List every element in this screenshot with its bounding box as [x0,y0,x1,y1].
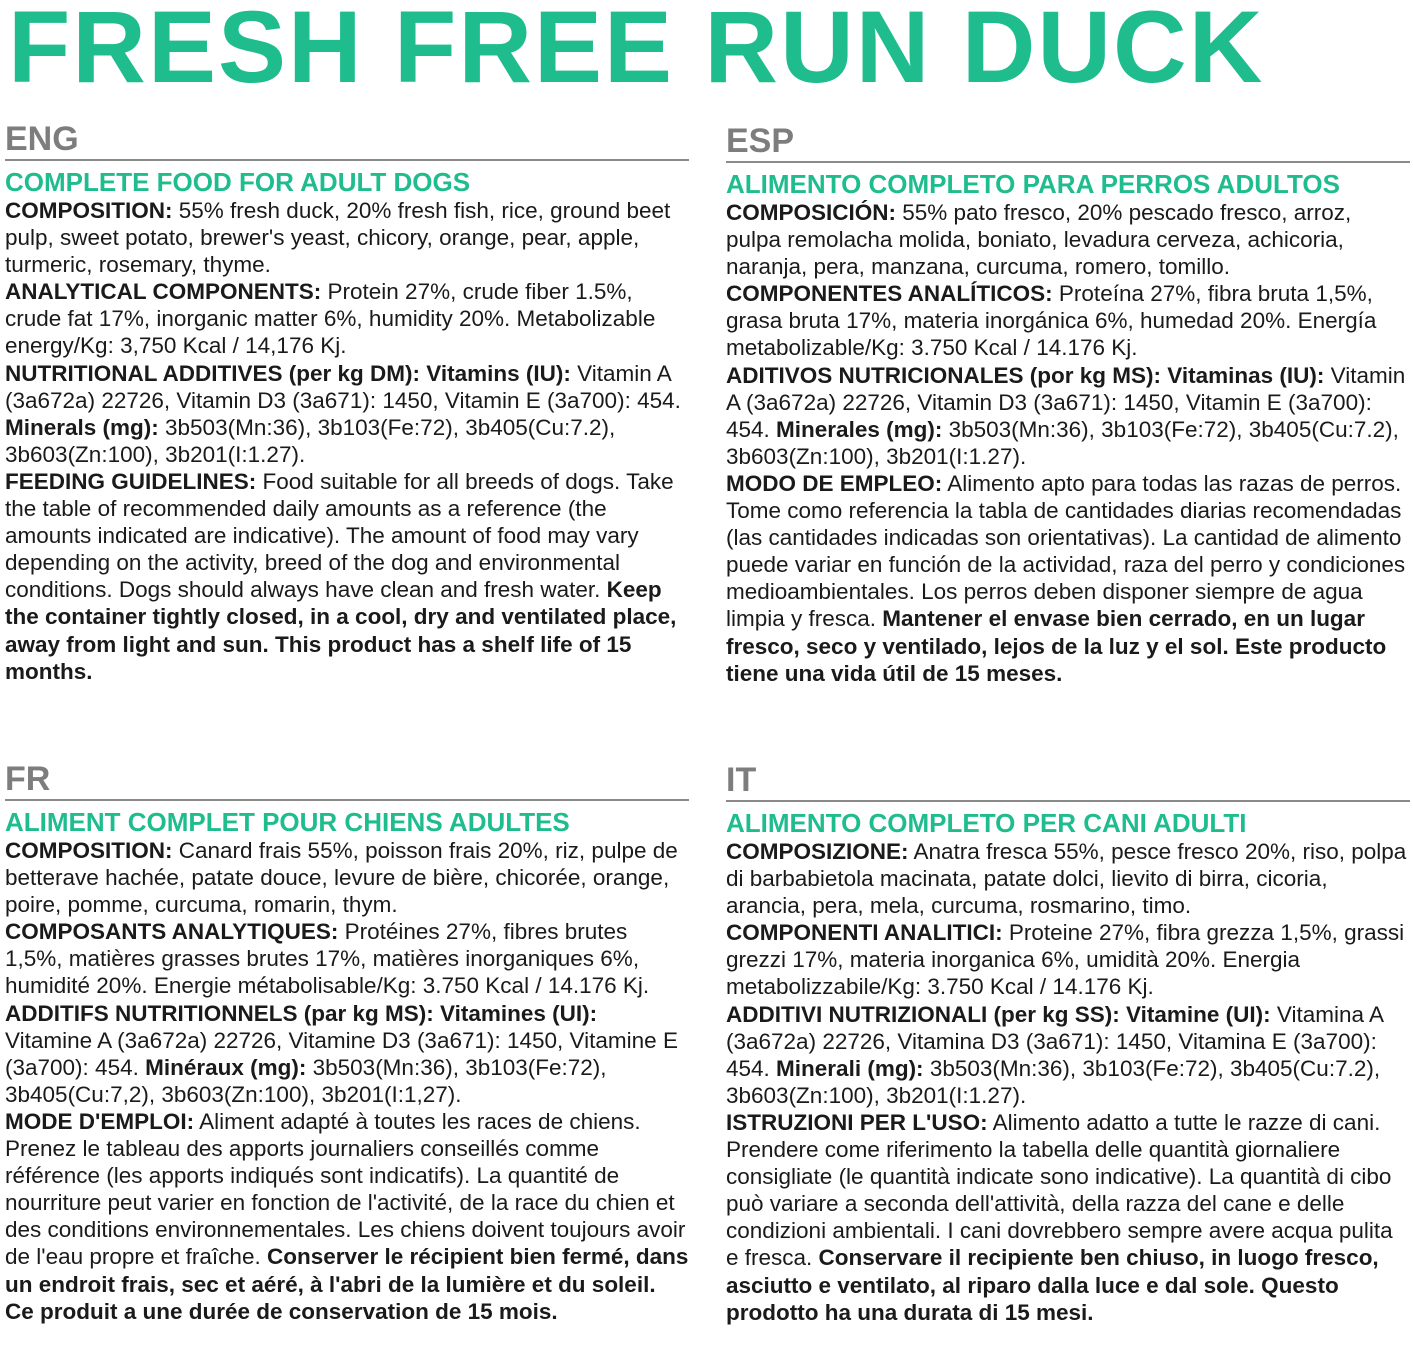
guidelines-label: ISTRUZIONI PER L'USO: [726,1109,988,1135]
analytical-label: COMPONENTI ANALITICI: [726,920,1003,946]
guidelines-label: FEEDING GUIDELINES: [5,468,257,494]
label-text [5,197,689,685]
vitamins-text: Vitamin A (3a672a) 22726, Vitamin D3 (3a671): 1450, Vitamin E (3a700): 454. [5,360,681,413]
label-text [726,838,1410,1326]
additives-paragraph [726,1001,1410,1109]
guidelines-label: MODO DE EMPLEO: [726,470,943,496]
analytical-label: ANALYTICAL COMPONENTS: [5,279,322,305]
minerals-text: 3b503(Mn:36), 3b103(Fe:72), 3b405(Cu:7.2), 3b603(Zn:100), 3b201(I:1.27). [5,414,616,467]
vitamins-text: Vitamina A (3a672a) 22726, Vitamina D3 (3a671): 1450, Vitamina E (3a700): 454. [726,1001,1383,1081]
composition-label: COMPOSITION: [5,838,173,863]
vitamins-text: Vitamin A (3a672a) 22726, Vitamin D3 (3a671): 1450, Vitamin E (3a700): 454. [726,362,1406,442]
language-label: FR [5,759,689,801]
guidelines-text: Alimento apto para todas las razas de perros. Tome como referencia la tabla de cantidades diarias recomendadas (las cantidades indicadas son orientativas). La cantidad de alimento puede variar en función de la actividad, raza del perro y condiciones medioambientales. Los perros deben disponer siempre de agua limpia y fresca. [726,470,1406,632]
composition-text: Canard frais 55%, poisson frais 20%, riz, pulpe de betterave hachée, patate douce, levure de bière, chicorée, orange, poire, pomme, curcuma, romarin, thym. [5,838,678,918]
analytical-paragraph [726,280,1410,361]
language-label: ENG [5,119,689,161]
analytical-paragraph [5,918,689,999]
storage-text: Mantener el envase bien cerrado, en un lugar fresco, seco y ventilado, lejos de la luz y el sol. Este producto tiene una vida útil de 15 meses. [726,606,1387,686]
composition-paragraph [5,837,689,918]
language-label: IT [726,760,1410,802]
minerals-text: 3b503(Mn:36), 3b103(Fe:72), 3b405(Cu:7.2), 3b603(Zn:100), 3b201(I:1.27). [726,416,1399,469]
label-text [5,837,689,1325]
section-eng [5,119,689,685]
composition-paragraph [726,199,1410,280]
minerals-text: 3b503(Mn:36), 3b103(Fe:72), 3b405(Cu:7,2), 3b603(Zn:100), 3b201(I:1,27). [5,1054,607,1107]
guidelines-paragraph [726,470,1410,687]
section-subheading: ALIMENTO COMPLETO PER CANI ADULTI [726,808,1247,838]
minerals-text: 3b503(Mn:36), 3b103(Fe:72), 3b405(Cu:7.2), 3b603(Zn:100), 3b201(I:1.27). [726,1055,1381,1108]
additives-label: ADDITIFS NUTRITIONNELS (par kg MS): Vitamines (UI): [5,1000,598,1026]
composition-label: COMPOSICIÓN: [726,200,897,225]
guidelines-paragraph [5,468,689,685]
guidelines-text: Alimento adatto a tutte le razze di cani. Prendere come riferimento la tabella delle quantità giornaliere consigliate (le quantità indicate sono indicative). La quantità di cibo può variare a seconda dell'attività, della razza del cane e delle condizioni ambientali. I cani dovrebbero sempre avere acqua pulita e fresca. [726,1109,1393,1271]
analytical-text: Proteína 27%, fibra bruta 1,5%, grasa bruta 17%, materia inorgánica 6%, humedad 20%. Energía metabolizable/Kg: 3.750 Kcal / 14.176 Kj. [726,281,1377,361]
analytical-paragraph [5,278,689,359]
section-subheading: ALIMENT COMPLET POUR CHIENS ADULTES [5,807,570,837]
analytical-paragraph [726,919,1410,1000]
additives-paragraph [5,1000,689,1108]
guidelines-text: Food suitable for all breeds of dogs. Take the table of recommended daily amounts as a reference (the amounts indicated are indicative). The amount of food may vary depending on the activity, breed of the dog and environmental conditions. Dogs should always have clean and fresh water. [5,468,674,603]
composition-paragraph [5,197,689,278]
additives-label: ADDITIVI NUTRIZIONALI (per kg SS): Vitamine (UI): [726,1001,1271,1027]
composition-text: Anatra fresca 55%, pesce fresco 20%, riso, polpa di barbabietola macinata, patate dolci, lievito di birra, cicoria, arancia, pera, mela, curcuma, rosmarino, timo. [726,839,1407,919]
section-subheading: COMPLETE FOOD FOR ADULT DOGS [5,167,471,197]
product-title: FRESH FREE RUN DUCK [8,0,1265,104]
storage-text: Conserver le récipient bien fermé, dans un endroit frais, sec et aéré, à l'abri de la lumière et du soleil. Ce produit a une durée de conservation de 15 mois. [5,1244,689,1324]
section-subheading: ALIMENTO COMPLETO PARA PERROS ADULTOS [726,169,1340,199]
composition-text: 55% fresh duck, 20% fresh fish, rice, ground beet pulp, sweet potato, brewer's yeast, chicory, orange, pear, apple, turmeric, rosemary, thyme. [5,198,671,278]
additives-paragraph [726,362,1410,470]
minerals-label: Minéraux (mg): [145,1054,307,1080]
guidelines-text: Aliment adapté à toutes les races de chiens. Prenez le tableau des apports journaliers conseillés comme référence (les apports indiqués sont indicatifs). La quantité de nourriture peut varier en fonction de l'activité, de la race du chien et des conditions environnementales. Les chiens doivent toujours avoir de l'eau propre et fraîche. [5,1108,686,1270]
analytical-text: Protein 27%, crude fiber 1.5%, crude fat 17%, inorganic matter 6%, humidity 20%. Metabolizable energy/Kg: 3,750 Kcal / 14,176 Kj. [5,279,656,359]
guidelines-label: MODE D'EMPLOI: [5,1108,195,1134]
label-text [726,199,1410,687]
analytical-label: COMPONENTES ANALÍTICOS: [726,281,1053,307]
language-label: ESP [726,121,1410,163]
analytical-label: COMPOSANTS ANALYTIQUES: [5,919,339,945]
analytical-text: Protéines 27%, fibres brutes 1,5%, matières grasses brutes 17%, matières inorganiques 6%, humidité 20%. Energie métabolisable/Kg: 3.750 Kcal / 14.176 Kj. [5,919,650,999]
minerals-label: Minerals (mg): [5,414,159,440]
analytical-text: Proteine 27%, fibra grezza 1,5%, grassi grezzi 17%, materia inorganica 6%, umidità 20%. Energia metabolizzabile/Kg: 3.750 Kcal / 14.176 Kj. [726,920,1405,1000]
section-esp [726,121,1410,687]
minerals-label: Minerales (mg): [776,416,943,442]
composition-label: COMPOSITION: [5,198,173,223]
guidelines-paragraph [726,1109,1410,1326]
minerals-label: Minerali (mg): [776,1055,924,1081]
composition-label: COMPOSIZIONE: [726,839,909,864]
additives-paragraph [5,360,689,468]
additives-label: ADITIVOS NUTRICIONALES (por kg MS): Vitaminas (IU): [726,362,1325,388]
additives-label: NUTRITIONAL ADDITIVES (per kg DM): Vitamins (IU): [5,360,571,386]
guidelines-paragraph [5,1108,689,1325]
composition-paragraph [726,838,1410,919]
storage-text: Conservare il recipiente ben chiuso, in luogo fresco, asciutto e ventilato, al riparo dalla luce e dal sole. Questo prodotto ha una durata di 15 mesi. [726,1245,1379,1325]
composition-text: 55% pato fresco, 20% pescado fresco, arroz, pulpa remolacha molida, boniato, levadura cerveza, achicoria, naranja, pera, manzana, curcuma, romero, tomillo. [726,200,1352,280]
section-fr [5,759,689,1325]
storage-text: Keep the container tightly closed, in a cool, dry and ventilated place, away from light and sun. This product has a shelf life of 15 months. [5,577,677,684]
vitamins-text: Vitamine A (3a672a) 22726, Vitamine D3 (3a671): 1450, Vitamine E (3a700): 454. [5,1027,678,1080]
section-it [726,760,1410,1326]
